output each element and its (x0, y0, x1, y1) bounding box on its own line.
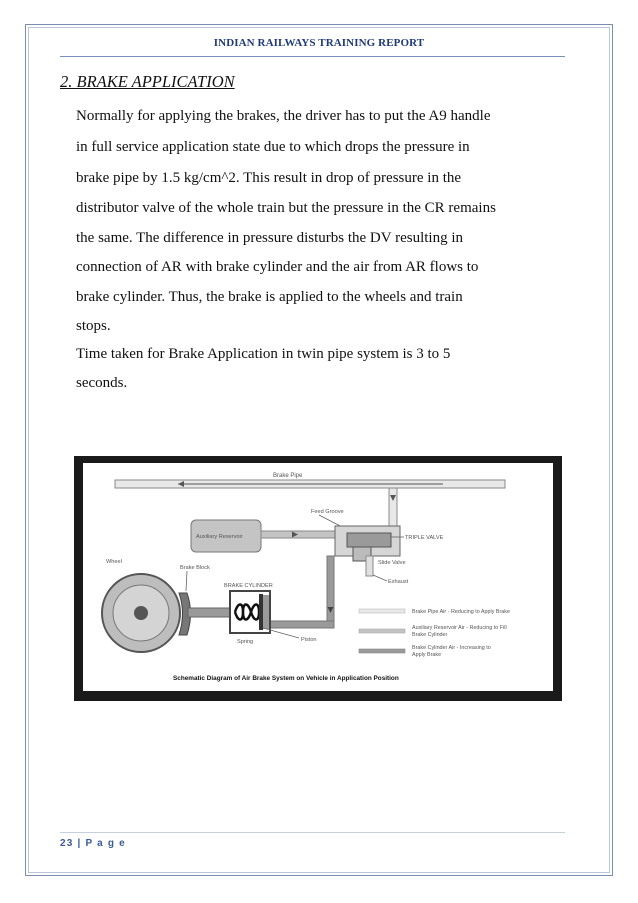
feed-groove-label: Feed Groove (311, 509, 344, 515)
section-title: 2. BRAKE APPLICATION (60, 72, 235, 91)
legend-text: Brake Cylinder (412, 632, 448, 638)
body-line: distributor valve of the whole train but the pressure in the CR remains (76, 200, 496, 216)
exhaust-label: Exhaust (388, 579, 409, 585)
wheel-label: Wheel (106, 559, 122, 565)
triple-valve-label: TRIPLE VALVE (405, 535, 444, 541)
legend-text: Apply Brake (412, 652, 442, 658)
figure-caption: Schematic Diagram of Air Brake System on Vehicle in Application Position (173, 675, 399, 682)
wheel-axle (134, 606, 148, 620)
legend-text: Brake Cylinder Air - Increasing to (412, 645, 491, 651)
report-header: INDIAN RAILWAYS TRAINING REPORT (213, 37, 425, 49)
body-line: Time taken for Brake Application in twin pipe system is 3 to 5 (76, 346, 451, 362)
body-line: Normally for applying the brakes, the driver has to put the A9 handle (76, 108, 491, 124)
legend-text: Brake Pipe Air - Reducing to Apply Brake (412, 609, 510, 615)
brake-piston (259, 594, 263, 630)
body-line: brake pipe by 1.5 kg/cm^2. This result in drop of pressure in the (76, 170, 462, 186)
piston-rod (188, 608, 230, 617)
body-line: in full service application state due to which drops the pressure in (76, 139, 470, 155)
body-line: connection of AR with brake cylinder and the air from AR flows to (76, 259, 479, 275)
legend-swatch-cylinder (359, 649, 405, 653)
legend-swatch-brake-pipe (359, 609, 405, 613)
exhaust-leader (373, 575, 387, 581)
body-line: seconds. (76, 375, 128, 391)
body-line: the same. The difference in pressure disturbs the DV resulting in (76, 230, 463, 246)
brake-cylinder-label: BRAKE CYLINDER (224, 583, 273, 589)
legend-swatch-reservoir (359, 629, 405, 633)
air-brake-figure (74, 456, 562, 701)
air-brake-schematic (83, 463, 553, 691)
footer-rule (60, 832, 565, 833)
auxiliary-reservoir-label: Auxiliary Reservoir (196, 534, 243, 540)
spring-label: Spring (237, 639, 254, 645)
legend-text: Auxiliary Reservoir Air - Reducing to Fill (412, 625, 507, 631)
figure-canvas (83, 463, 553, 691)
body-line: brake cylinder. Thus, the brake is applied to the wheels and train (76, 289, 463, 305)
brake-pipe-label: Brake Pipe (273, 473, 303, 479)
legend (359, 609, 510, 658)
cylinder-feed-pipe-vertical (327, 556, 334, 626)
reservoir-pipe (261, 531, 341, 538)
body-line: stops. (76, 318, 111, 334)
piston-label: Piston (301, 637, 317, 643)
brake-cylinder-air (263, 595, 269, 629)
page-number: 23 | P a g e (60, 838, 126, 849)
cylinder-feed-pipe-horizontal (269, 621, 334, 628)
slide-valve-label: Slide Valve (378, 560, 406, 566)
brake-block-leader (186, 571, 187, 591)
header-rule (60, 56, 565, 57)
brake-block-label: Brake Block (180, 565, 210, 571)
triple-valve-piston (347, 533, 391, 547)
exhaust-port (366, 556, 373, 576)
